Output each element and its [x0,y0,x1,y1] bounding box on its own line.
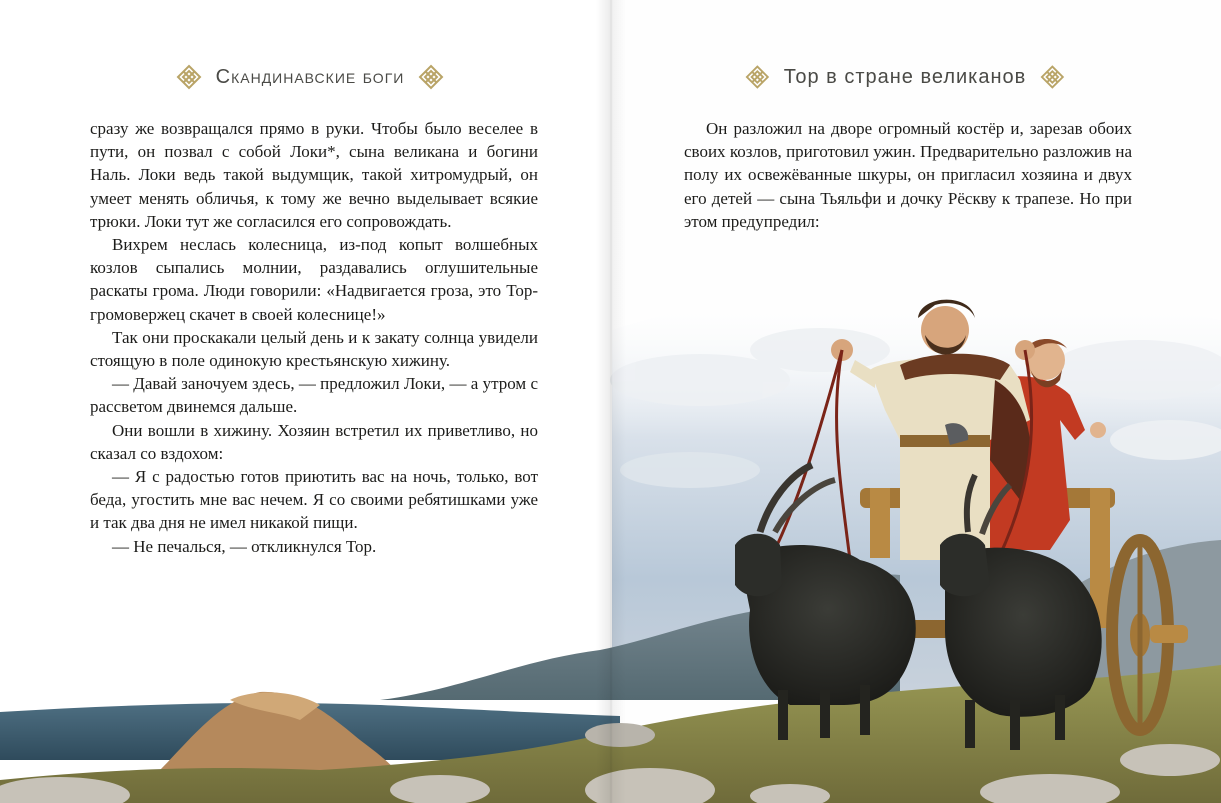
running-head-title: Скандинавские боги [215,65,405,88]
paragraph: — Давай заночуем здесь, — предложил Локи, — а утром с рассветом двинемся дальше. [90,374,538,417]
running-head-left [160,62,460,92]
knot-ornament-icon [1040,64,1065,90]
paragraph: Они вошли в хижину. Хозяин встретил их приветливо, но сказал со вздохом: [90,420,538,463]
paragraph: Он разложил на дворе огромный костёр и, зарезав обоих своих козлов, приготовил ужин. Предварительно разложив на полу их освежёванные шкуры, он пригласил хозяина и двух его детей — сына Тьяльфи и дочку Рёскву к трапезе. Но при этом предупредил: [684,119,1132,231]
paragraph: сразу же возвращался прямо в руки. Чтобы было веселее в пути, он позвал с собой Локи*, сына великана и богини Наль. Локи ведь такой выдумщик, такой хитромудрый, он умеет менять обличья, к тому же вечно выделывает всякие трюки. Локи тут же согласился его сопровождать. [90,119,538,231]
paragraph: Так они проскакали целый день и к закату солнца увидели стоящую в поле одинокую крестьянскую хижину. [90,327,538,371]
knot-ornament-icon [418,64,444,90]
running-head-title: Тор в стране великанов [783,65,1027,88]
paragraph: Вихрем неслась колесница, из-под копыт волшебных козлов сыпались молнии, раздавались оглушительные раскаты грома. Люди говорили: «Надвигается гроза, это Тор-громовержец скачет в своей колеснице!» [90,235,538,324]
paragraph: — Я с радостью готов приютить вас на ночь, только, вот беда, угостить мне вас нечем. Я со своими ребятишками уже и так два дня не имел никакой пищи. [90,467,538,533]
right-page-text [684,117,1132,233]
knot-ornament-icon [176,64,202,90]
knot-ornament-icon [745,64,770,90]
paragraph: — Не печалься, — откликнулся Тор. [112,536,377,556]
running-head-right [745,62,1065,92]
book-gutter-shadow [596,0,626,803]
left-page-text [90,117,538,558]
